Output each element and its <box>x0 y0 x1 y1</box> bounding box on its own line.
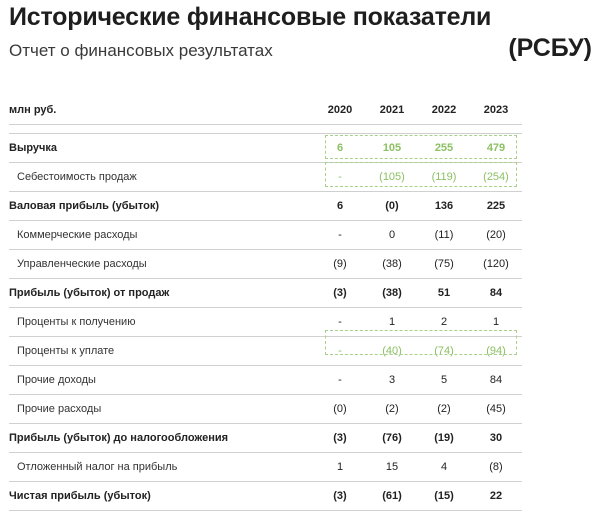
table-row-pretax-profit <box>9 424 522 453</box>
page-title-suffix: (РСБУ) <box>508 34 592 62</box>
cell-value: - <box>314 163 366 192</box>
cell-value: 105 <box>366 134 418 163</box>
row-label: Выручка <box>9 134 314 163</box>
row-label: Коммерческие расходы <box>9 221 314 250</box>
cell-value: (2) <box>418 395 470 424</box>
cell-value: (3) <box>314 279 366 308</box>
cell-value: 1 <box>366 308 418 337</box>
cell-value: 30 <box>470 424 522 453</box>
cell-value: (94) <box>470 337 522 366</box>
cell-value: 255 <box>418 134 470 163</box>
cell-value: 84 <box>470 366 522 395</box>
cell-value: 51 <box>418 279 470 308</box>
cell-value: (0) <box>366 192 418 221</box>
year-header: 2023 <box>470 96 522 125</box>
cell-value: 225 <box>470 192 522 221</box>
table-row-interest-expense <box>9 337 522 366</box>
row-label: Проценты к уплате <box>9 337 314 366</box>
cell-value: 6 <box>314 134 366 163</box>
subtitle-row <box>9 33 594 63</box>
table-spacer <box>9 125 522 134</box>
table-row-operating-profit <box>9 279 522 308</box>
cell-value: - <box>314 308 366 337</box>
table-row-deferred-tax <box>9 453 522 482</box>
table-row-selling-expenses <box>9 221 522 250</box>
row-label: Прибыль (убыток) до налогообложения <box>9 424 314 453</box>
cell-value: (119) <box>418 163 470 192</box>
cell-value: (15) <box>418 482 470 511</box>
row-label: Себестоимость продаж <box>9 163 314 192</box>
cell-value: 1 <box>470 308 522 337</box>
cell-value: - <box>314 366 366 395</box>
table-row-net-profit <box>9 482 522 511</box>
cell-value: (38) <box>366 250 418 279</box>
cell-value: (45) <box>470 395 522 424</box>
row-label: Чистая прибыль (убыток) <box>9 482 314 511</box>
cell-value: (75) <box>418 250 470 279</box>
financial-table <box>9 96 522 511</box>
cell-value: (254) <box>470 163 522 192</box>
table-row-other-expenses <box>9 395 522 424</box>
row-label: Прибыль (убыток) от продаж <box>9 279 314 308</box>
cell-value: (3) <box>314 424 366 453</box>
row-label: Валовая прибыль (убыток) <box>9 192 314 221</box>
page-subtitle: Отчет о финансовых результатах <box>9 41 273 60</box>
table-row-other-income <box>9 366 522 395</box>
table-row-revenue <box>9 134 522 163</box>
cell-value: 0 <box>366 221 418 250</box>
cell-value: (61) <box>366 482 418 511</box>
cell-value: - <box>314 221 366 250</box>
cell-value: (76) <box>366 424 418 453</box>
cell-value: 6 <box>314 192 366 221</box>
cell-value: 5 <box>418 366 470 395</box>
table-row-cogs <box>9 163 522 192</box>
cell-value: 1 <box>314 453 366 482</box>
cell-value: (19) <box>418 424 470 453</box>
cell-value: 3 <box>366 366 418 395</box>
cell-value: (105) <box>366 163 418 192</box>
cell-value: 22 <box>470 482 522 511</box>
cell-value: (11) <box>418 221 470 250</box>
row-label: Прочие доходы <box>9 366 314 395</box>
table-header-row <box>9 96 522 125</box>
table-row-interest-income <box>9 308 522 337</box>
year-header: 2021 <box>366 96 418 125</box>
cell-value: (2) <box>366 395 418 424</box>
cell-value: 479 <box>470 134 522 163</box>
cell-value: (8) <box>470 453 522 482</box>
table-row-gross-profit <box>9 192 522 221</box>
cell-value: - <box>314 337 366 366</box>
cell-value: (38) <box>366 279 418 308</box>
cell-value: 15 <box>366 453 418 482</box>
page-title: Исторические финансовые показатели <box>9 3 492 31</box>
row-label: Проценты к получению <box>9 308 314 337</box>
row-label: Прочие расходы <box>9 395 314 424</box>
cell-value: (0) <box>314 395 366 424</box>
cell-value: 2 <box>418 308 470 337</box>
table-row-admin-expenses <box>9 250 522 279</box>
row-label: Управленческие расходы <box>9 250 314 279</box>
cell-value: (40) <box>366 337 418 366</box>
cell-value: (3) <box>314 482 366 511</box>
cell-value: (74) <box>418 337 470 366</box>
unit-label: млн руб. <box>9 96 314 125</box>
row-label: Отложенный налог на прибыль <box>9 453 314 482</box>
cell-value: (20) <box>470 221 522 250</box>
cell-value: 84 <box>470 279 522 308</box>
cell-value: 4 <box>418 453 470 482</box>
year-header: 2022 <box>418 96 470 125</box>
cell-value: 136 <box>418 192 470 221</box>
cell-value: (9) <box>314 250 366 279</box>
cell-value: (120) <box>470 250 522 279</box>
year-header: 2020 <box>314 96 366 125</box>
